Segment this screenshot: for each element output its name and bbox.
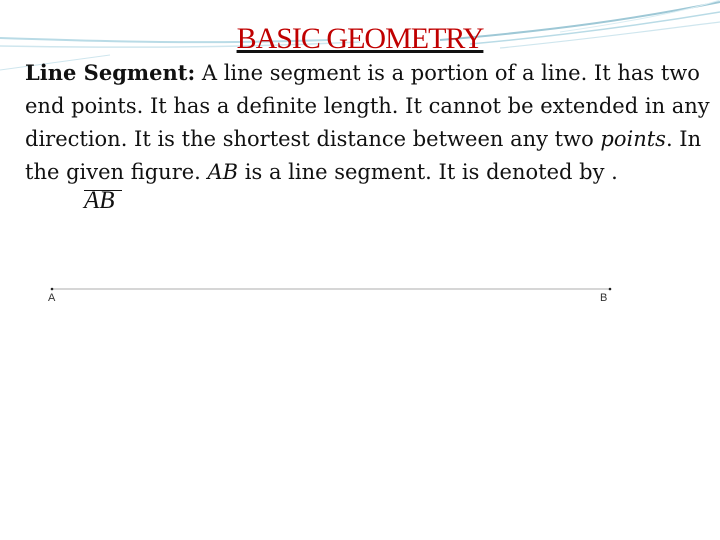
definition-paragraph: [25, 56, 715, 189]
point-a-label: A: [48, 292, 56, 304]
ab-reference: AB: [207, 160, 239, 184]
line-segment-drawing: [40, 280, 630, 310]
definition-text-1: A line segment is a portion of a line. It has two end points. It has a definite length. It cannot be extended in any direction. It is the shortest distance between any two: [25, 61, 710, 151]
point-b-label: B: [600, 292, 608, 304]
slide-title: BASIC GEOMETRY: [236, 22, 484, 55]
points-word: points: [600, 127, 666, 151]
segment-notation: AB: [84, 187, 115, 214]
term-label: Line Segment:: [25, 60, 196, 85]
definition-text-3: is a line segment. It is denoted by .: [238, 160, 618, 184]
endpoint-a-dot: [51, 288, 54, 291]
line-segment-figure: [40, 280, 630, 310]
endpoint-b-dot: [609, 288, 612, 291]
definition-text-2: . In the given figure.: [25, 127, 702, 184]
